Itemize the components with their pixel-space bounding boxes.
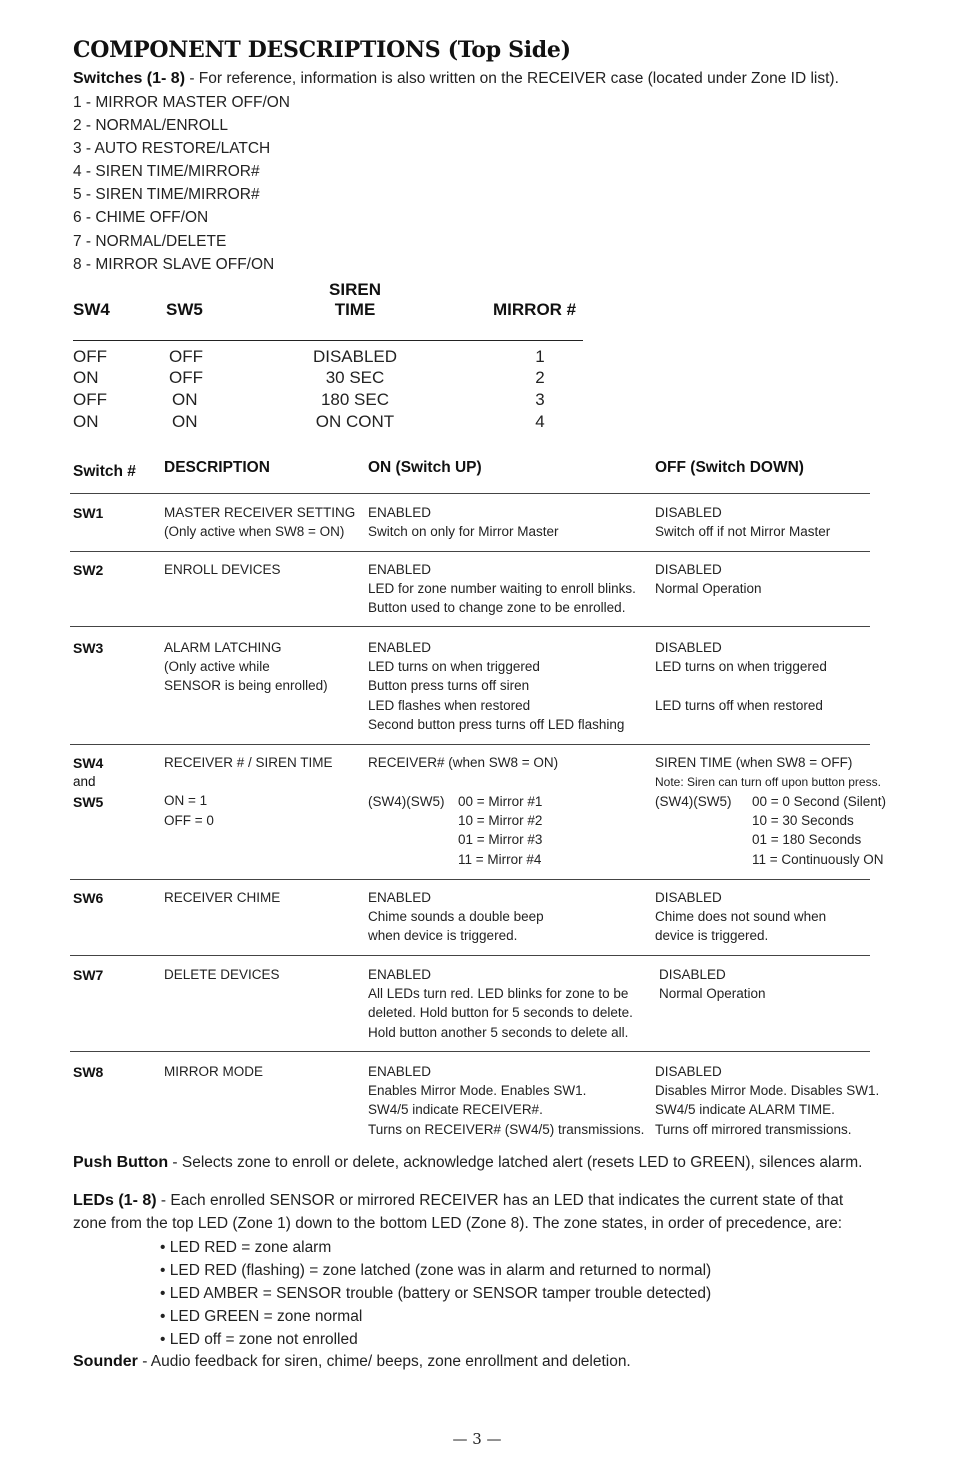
switch-off-prefix: (SW4)(SW5) bbox=[655, 794, 732, 809]
list-item: • LED RED = zone alarm bbox=[160, 1239, 332, 1256]
switch-id: SW2 bbox=[73, 562, 104, 578]
switch-id: SW3 bbox=[73, 640, 104, 656]
list-item: • LED RED (flashing) = zone latched (zone was in alarm and returned to normal) bbox=[160, 1262, 712, 1279]
siren-cell: OFF bbox=[73, 390, 107, 409]
leds-label: LEDs (1- 8) bbox=[73, 1192, 157, 1209]
switch-list-item: 7 - NORMAL/DELETE bbox=[73, 232, 227, 250]
switch-id: SW6 bbox=[73, 890, 104, 906]
sounder-label: Sounder bbox=[73, 1353, 138, 1370]
switch-on-text: ENABLED Chime sounds a double beep when device is triggered. bbox=[368, 890, 544, 944]
switch-description: DELETE DEVICES bbox=[164, 967, 280, 982]
switch-description: RECEIVER CHIME bbox=[164, 890, 281, 905]
switch-description: MIRROR MODE bbox=[164, 1064, 263, 1079]
push-button-paragraph bbox=[73, 1151, 862, 1174]
leds-paragraph-line2: zone from the top LED (Zone 1) down to the bottom LED (Zone 8). The zone states, in order of precedence, are: bbox=[73, 1215, 843, 1232]
switch-on-text: ENABLED Switch on only for Mirror Master bbox=[368, 505, 559, 540]
col-header-off: OFF (Switch DOWN) bbox=[655, 459, 804, 476]
siren-cell: 2 bbox=[535, 368, 545, 387]
table-divider bbox=[73, 340, 583, 341]
led-state-list bbox=[160, 1236, 711, 1351]
sounder-text: - Audio feedback for siren, chime/ beeps, zone enrollment and deletion. bbox=[137, 1353, 631, 1370]
switch-list-item: 6 - CHIME OFF/ON bbox=[73, 209, 209, 227]
siren-cell: ON bbox=[172, 390, 198, 409]
siren-cell: OFF bbox=[169, 347, 203, 366]
switch-on-prefix: (SW4)(SW5) bbox=[368, 794, 445, 809]
switch-description: MASTER RECEIVER SETTING (Only active when SW8 = ON) bbox=[164, 505, 356, 540]
siren-cell: ON bbox=[73, 412, 99, 431]
col-header-siren-1: SIREN bbox=[329, 280, 381, 299]
switch-off-text: DISABLED Switch off if not Mirror Master bbox=[655, 505, 831, 540]
switch-description: ENROLL DEVICES bbox=[164, 562, 281, 577]
switch-on-text: ENABLED All LEDs turn red. LED blinks for zone to be deleted. Hold button for 5 seconds to delete. Hold button another 5 seconds to delete all. bbox=[368, 967, 633, 1040]
row-divider bbox=[70, 955, 870, 956]
siren-cell: 4 bbox=[535, 412, 545, 431]
switch-on-values: 00 = Mirror #1 10 = Mirror #2 01 = Mirror #3 11 = Mirror #4 bbox=[458, 794, 543, 867]
row-divider bbox=[70, 626, 870, 627]
switch-list-item: 2 - NORMAL/ENROLL bbox=[73, 117, 229, 135]
list-item: • LED AMBER = SENSOR trouble (battery or SENSOR tamper trouble detected) bbox=[160, 1285, 712, 1302]
switch-off-text: DISABLED Disables Mirror Mode. Disables SW1. SW4/5 indicate ALARM TIME. Turns off mirrored transmissions. bbox=[655, 1064, 880, 1137]
push-button-text: - Selects zone to enroll or delete, acknowledge latched alert (resets LED to GREEN), silences alarm. bbox=[168, 1154, 863, 1171]
leds-paragraph-line1 bbox=[73, 1189, 843, 1212]
switch-off-text: DISABLED Chime does not sound when device is triggered. bbox=[655, 890, 827, 944]
sounder-paragraph bbox=[73, 1350, 631, 1373]
col-header-sw4: SW4 bbox=[73, 300, 110, 319]
col-header-sw5: SW5 bbox=[166, 300, 203, 319]
switches-intro bbox=[73, 67, 839, 90]
siren-cell: ON CONT bbox=[315, 412, 395, 431]
siren-cell: DISABLED bbox=[312, 347, 398, 366]
switch-list bbox=[73, 91, 290, 276]
switch-id: SW4 bbox=[73, 755, 104, 771]
col-header-mirror: MIRROR # bbox=[493, 300, 577, 319]
siren-cell: 30 SEC bbox=[325, 368, 385, 387]
row-divider bbox=[70, 879, 870, 880]
switch-off-values: 00 = 0 Second (Silent) 10 = 30 Seconds 01 = 180 Seconds 11 = Continuously ON bbox=[752, 794, 886, 867]
switch-on-text: ENABLED LED turns on when triggered Button press turns off siren LED flashes when restored Second button press turns off LED flashing bbox=[368, 640, 625, 732]
switch-id: SW8 bbox=[73, 1064, 104, 1080]
leds-text: - Each enrolled SENSOR or mirrored RECEIVER has an LED that indicates the current state of that bbox=[156, 1192, 844, 1209]
siren-cell: 180 SEC bbox=[320, 390, 390, 409]
row-divider bbox=[70, 1051, 870, 1052]
row-divider bbox=[70, 493, 870, 494]
switch-off-title: SIREN TIME (when SW8 = OFF) bbox=[655, 755, 853, 770]
siren-cell: ON bbox=[172, 412, 198, 431]
col-header-switch: Switch # bbox=[73, 463, 136, 480]
switch-list-item: 4 - SIREN TIME/MIRROR# bbox=[73, 163, 260, 181]
col-header-on: ON (Switch UP) bbox=[368, 459, 482, 476]
page-title: COMPONENT DESCRIPTIONS (Top Side) bbox=[73, 37, 571, 63]
switch-description: RECEIVER # / SIREN TIME ON = 1 OFF = 0 bbox=[164, 755, 333, 828]
siren-cell: 1 bbox=[535, 347, 545, 366]
switch-list-item: 8 - MIRROR SLAVE OFF/ON bbox=[73, 255, 275, 273]
switch-on-text: ENABLED LED for zone number waiting to enroll blinks. Button used to change zone to be enrolled. bbox=[368, 562, 636, 616]
list-item: • LED off = zone not enrolled bbox=[160, 1331, 358, 1348]
switch-on-title: RECEIVER# (when SW8 = ON) bbox=[368, 755, 559, 770]
switch-list-item: 1 - MIRROR MASTER OFF/ON bbox=[73, 94, 290, 111]
row-divider bbox=[70, 551, 870, 552]
page-number: — 3 — bbox=[452, 1430, 502, 1448]
switch-off-text: DISABLED LED turns on when triggered LED turns off when restored bbox=[655, 640, 827, 713]
switch-off-text: DISABLED Normal Operation bbox=[655, 562, 762, 597]
push-button-label: Push Button bbox=[73, 1154, 169, 1171]
switch-list-item: 5 - SIREN TIME/MIRROR# bbox=[73, 186, 260, 204]
switch-id: SW7 bbox=[73, 967, 104, 983]
switch-list-item: 3 - AUTO RESTORE/LATCH bbox=[73, 140, 271, 158]
siren-cell: OFF bbox=[73, 347, 107, 366]
switches-label: Switches (1- 8) bbox=[73, 70, 186, 87]
siren-cell: OFF bbox=[169, 368, 203, 387]
switch-id: SW1 bbox=[73, 505, 104, 521]
col-header-siren-2: TIME bbox=[334, 300, 376, 319]
switch-on-text: ENABLED Enables Mirror Mode. Enables SW1. SW4/5 indicate RECEIVER#. Turns on RECEIVER# (SW4/5) transmissions. bbox=[368, 1064, 645, 1137]
siren-cell: 3 bbox=[535, 390, 545, 409]
switch-id: SW5 bbox=[73, 794, 104, 810]
switch-id-and: and bbox=[73, 774, 96, 789]
siren-cell: ON bbox=[73, 368, 99, 387]
switch-off-text: DISABLED Normal Operation bbox=[659, 967, 766, 1002]
row-divider bbox=[70, 744, 870, 745]
switch-description: ALARM LATCHING (Only active while SENSOR is being enrolled) bbox=[164, 640, 328, 694]
switches-intro-text: - For reference, information is also written on the RECEIVER case (located under Zone ID list). bbox=[185, 70, 839, 87]
switch-off-note: Note: Siren can turn off upon button press. bbox=[655, 775, 881, 789]
col-header-description: DESCRIPTION bbox=[164, 459, 270, 476]
list-item: • LED GREEN = zone normal bbox=[160, 1308, 363, 1325]
